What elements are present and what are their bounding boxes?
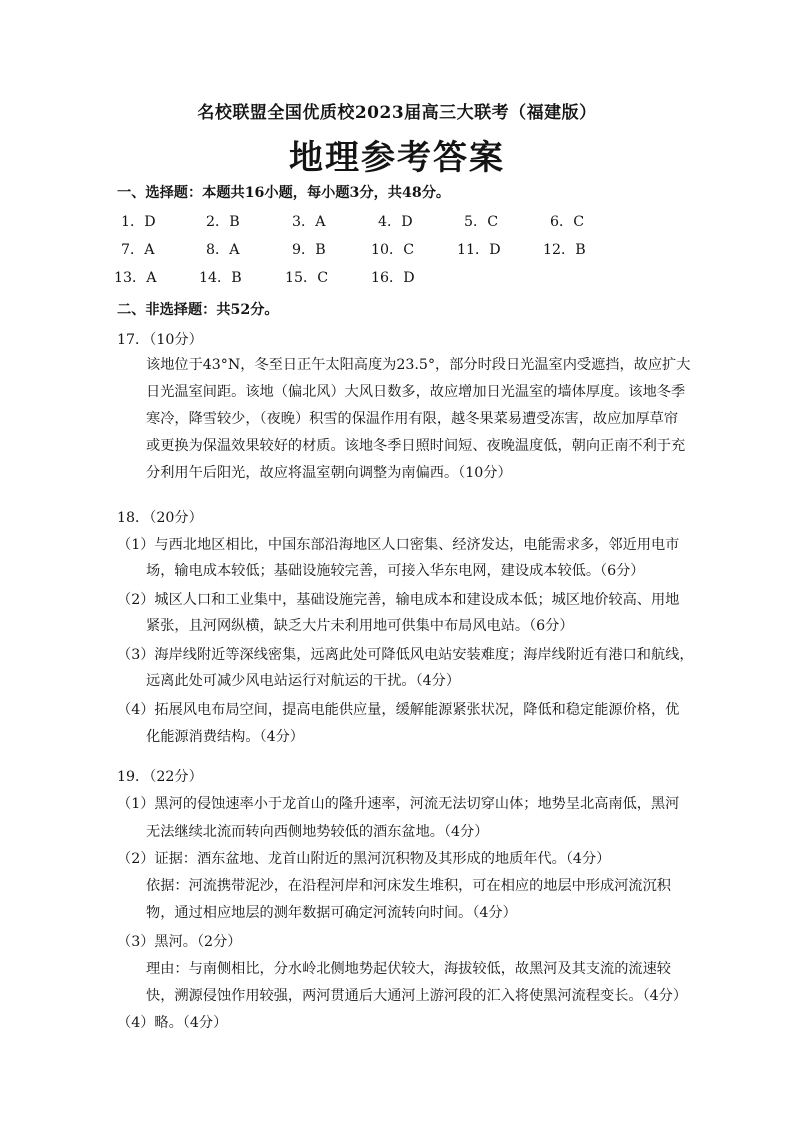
q17-line: 分利用午后阳光，故应将温室朝向调整为南偏西。（10分） xyxy=(146,465,512,481)
choice-answer: 13．A xyxy=(114,270,157,286)
q18-line: （4）拓展风电布局空间，提高电能供应量，缓解能源紧张状况，降低和稳定能源价格，优 xyxy=(117,702,680,718)
choice-answer: 6．C xyxy=(550,214,585,230)
choice-answer: 2．B xyxy=(206,214,240,230)
section2-heading: 二、非选择题：共52分。 xyxy=(117,302,279,318)
choice-answer: 4．D xyxy=(378,214,413,230)
q18-label: 18．（20分） xyxy=(117,510,203,526)
q19-line: 依据：河流携带泥沙，在沿程河岸和河床发生堆积，可在相应的地层中形成河流沉积 xyxy=(146,878,671,894)
q19-line: 快，溯源侵蚀作用较强，两河贯通后大通河上游河段的汇入将使黑河流程变长。（4分） xyxy=(146,988,688,1004)
q19-line: 理由：与南侧相比，分水岭北侧地势起伏较大，海拔较低，故黑河及其支流的流速较 xyxy=(146,961,671,977)
q18-line: 化能源消费结构。（4分） xyxy=(146,729,304,745)
q19-line: （4）略。（4分） xyxy=(117,1015,228,1031)
q17-line: 或更换为保温效果较好的材质。该地冬季日照时间短、夜晚温度低，朝向正南不利于充 xyxy=(146,438,686,454)
q18-line: （3）海岸线附近等深线密集，远离此处可降低风电站安装难度；海岸线附近有港口和航线， xyxy=(117,647,694,663)
choice-answer: 10．C xyxy=(371,242,415,258)
choice-answer: 16．D xyxy=(371,270,415,286)
q18-line: 紧张，且河网纵横，缺乏大片未利用地可供集中布局风电站。（6分） xyxy=(146,618,574,634)
q17-line: 日光温室间距。该地（偏北风）大风日数多，故应增加日光温室的墙体厚度。该地冬季 xyxy=(146,384,686,400)
q18-line: （2）城区人口和工业集中，基础设施完善，输电成本和建设成本低；城区地价较高、用地 xyxy=(117,592,680,608)
q18-line: （1）与西北地区相比，中国东部沿海地区人口密集、经济发达，电能需求多，邻近用电市 xyxy=(117,537,680,553)
choice-answer: 3．A xyxy=(292,214,326,230)
choice-answer: 5．C xyxy=(464,214,499,230)
exam-subtitle: 名校联盟全国优质校2023届高三大联考（福建版） xyxy=(197,103,597,123)
q19-line: （3）黑河。（2分） xyxy=(117,934,242,950)
q19-label: 19．（22分） xyxy=(117,769,203,785)
choice-answer: 11．D xyxy=(457,242,501,258)
choice-answer: 14．B xyxy=(199,270,242,286)
q17-label: 17．（10分） xyxy=(117,332,203,348)
q18-line: 场，输电成本较低；基础设施较完善，可接入华东电网，建设成本较低。（6分） xyxy=(146,563,645,579)
section1-heading: 一、选择题：本题共16小题，每小题3分，共48分。 xyxy=(117,185,451,201)
choice-answer: 15．C xyxy=(285,270,329,286)
q19-line: （2）证据：酒东盆地、龙首山附近的黑河沉积物及其形成的地质年代。（4分） xyxy=(117,851,611,867)
choice-answer: 7．A xyxy=(121,242,155,258)
choice-answer: 8．A xyxy=(206,242,240,258)
q19-line: 无法继续北流而转向西侧地势较低的酒东盆地。（4分） xyxy=(146,824,489,840)
q18-line: 远离此处可减少风电站运行对航运的干扰。（4分） xyxy=(146,673,461,689)
page-title: 地理参考答案 xyxy=(289,138,505,178)
q19-line: （1）黑河的侵蚀速率小于龙首山的隆升速率，河流无法切穿山体；地势呈北高南低，黑河 xyxy=(117,796,680,812)
choice-answer: 9．B xyxy=(292,242,326,258)
choice-answer: 1．D xyxy=(121,214,156,230)
q17-line: 寒冷，降雪较少，（夜晚）积雪的保温作用有限，越冬果菜易遭受冻害，故应加厚草帘 xyxy=(146,411,679,427)
choice-answer: 12．B xyxy=(543,242,586,258)
q17-line: 该地位于43°N，冬至日正午太阳高度为23.5°，部分时段日光温室内受遮挡，故应扩大 xyxy=(146,357,691,373)
q19-line: 物，通过相应地层的测年数据可确定河流转向时间。（4分） xyxy=(146,905,517,921)
